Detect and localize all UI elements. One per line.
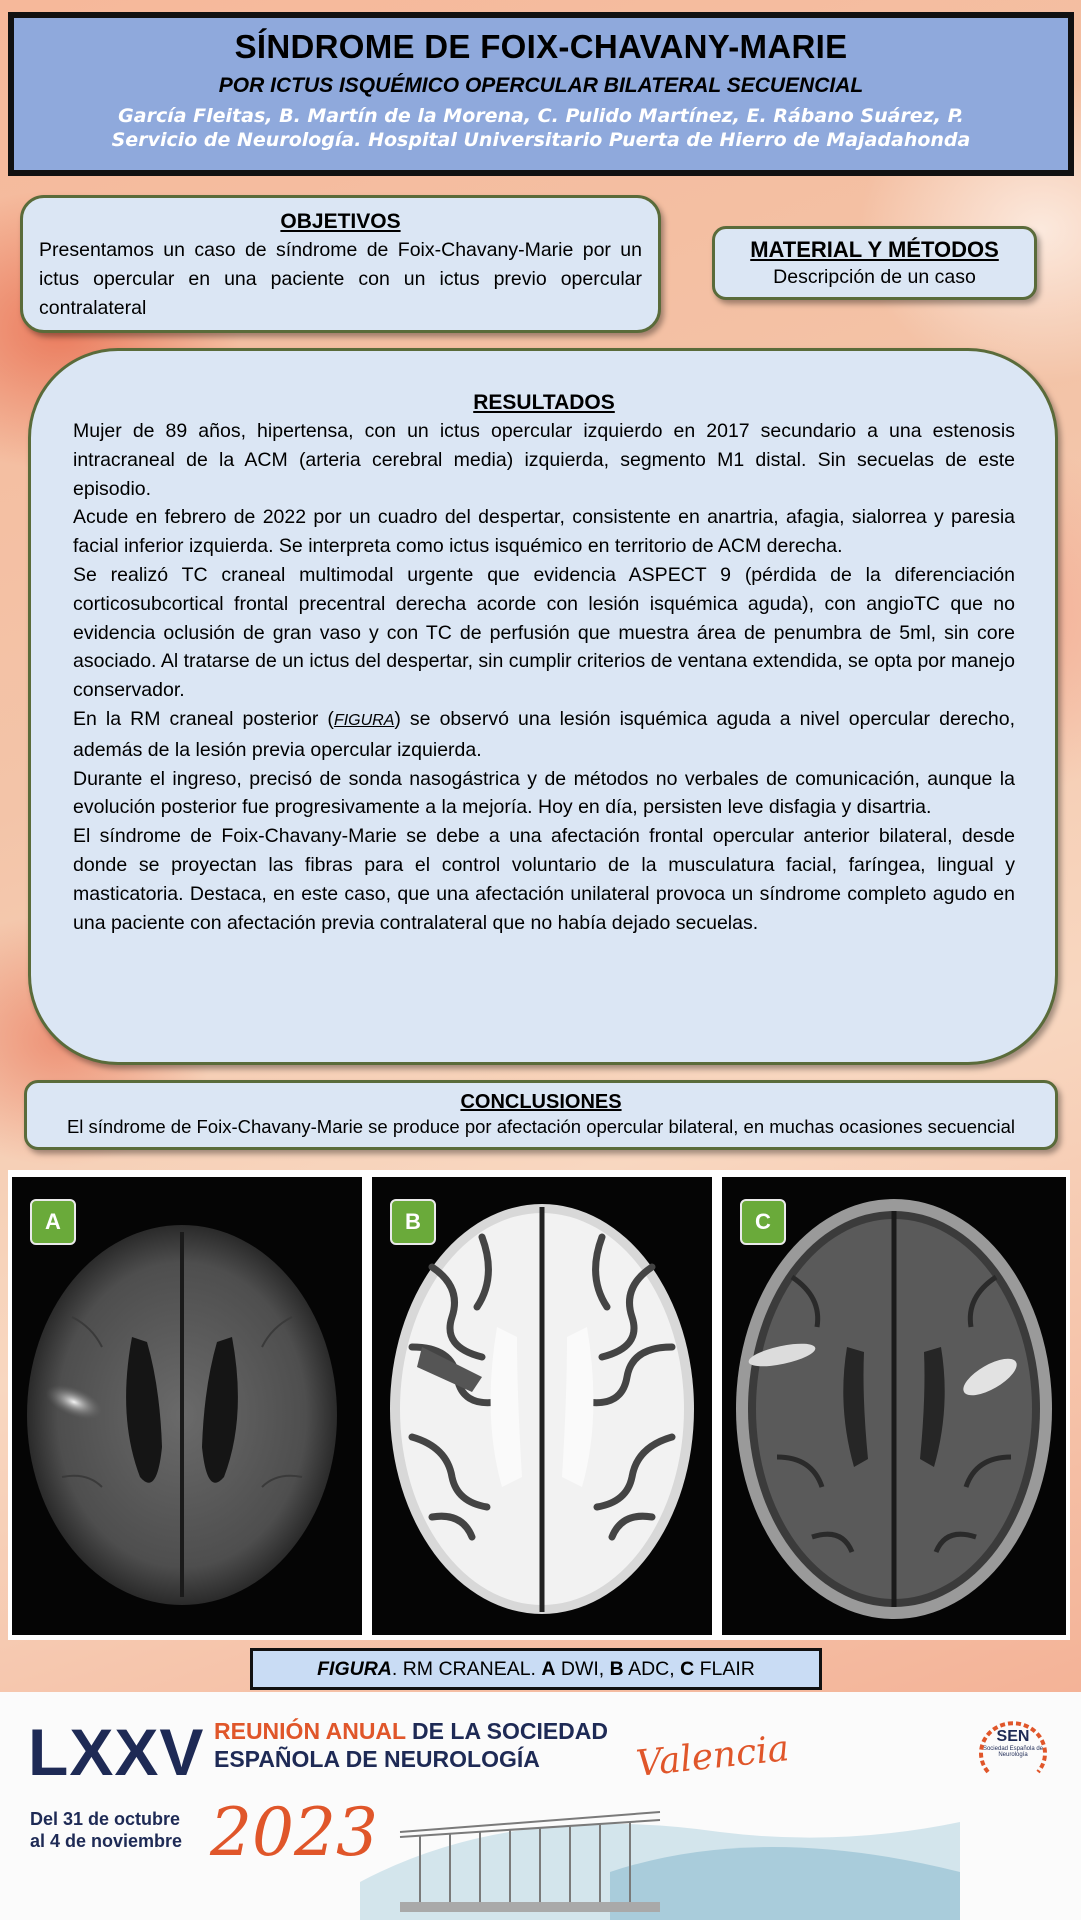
caption-b: B (609, 1658, 624, 1680)
label-c-badge: C (740, 1199, 786, 1245)
sen-logo (968, 1712, 1058, 1792)
figura-link[interactable]: FIGURA (333, 711, 395, 729)
resultados-paragraph-1: Mujer de 89 años, hipertensa, con un ictus opercular izquierdo en 2017 secundario a una estenosis intracraneal de la ACM (arteria cerebral media) izquierda, segmento M1 distal. Sin secuelas de este episodio. (73, 420, 1015, 500)
venue-illustration (360, 1762, 960, 1920)
institution-line: Servicio de Neurología. Hospital Universitario Puerta de Hierro de Majadahonda (111, 129, 971, 151)
congress-year: 2023 (210, 1794, 378, 1871)
p4-after: ) se observó una lesión isquémica aguda a nivel opercular derecho, además de la lesión previa opercular izquierda. (73, 707, 1015, 761)
resultados-title: RESULTADOS (473, 391, 615, 414)
dates-line-2: al 4 de noviembre (30, 1831, 183, 1851)
resultados-paragraph-2: Acude en febrero de 2022 por un cuadro del despertar, consistente en anartria, afagia, sialorrea y paresia facial inferior izquierda. Se interpreta como ictus isquémico en territorio de ACM derecha. (73, 506, 1015, 558)
caption-title: FIGURA (317, 1658, 392, 1680)
sen-logo-text: SEN (996, 1728, 1030, 1745)
resultados-paragraph-5: Durante el ingreso, precisó de sonda nasogástrica y de métodos no verbales de comunicación, aunque la evolución posterior fue progresivamente a la mejoría. Hoy en día, persisten leve disfagia y disartria. (73, 767, 1015, 819)
mri-figure-strip (8, 1170, 1070, 1640)
conclusiones-box (24, 1080, 1058, 1150)
mri-scan-c-flair (722, 1177, 1066, 1635)
dates-line-1: Del 31 de octubre (30, 1809, 181, 1829)
edition-numeral: LXXV (28, 1715, 205, 1789)
poster-subtitle: POR ICTUS ISQUÉMICO OPERCULAR BILATERAL SECUENCIAL (218, 74, 864, 97)
material-box (712, 226, 1037, 300)
poster-title: SÍNDROME DE FOIX-CHAVANY-MARIE (234, 28, 848, 65)
congress-footer (0, 1692, 1081, 1920)
objetivos-text: Presentamos un caso de síndrome de Foix-Chavany-Marie por un ictus opercular en una paciente con un ictus previo opercular contralateral (39, 239, 642, 319)
caption-c-text: FLAIR (694, 1658, 755, 1680)
poster-header (8, 12, 1074, 176)
label-a-badge: A (30, 1199, 76, 1245)
p4-before: En la RM craneal posterior ( (73, 707, 334, 730)
mri-scan-b-adc (372, 1177, 712, 1635)
conclusiones-title: CONCLUSIONES (460, 1091, 622, 1113)
authors-line: García Fleitas, B. Martín de la Morena, C. Pulido Martínez, E. Rábano Suárez, P. (118, 105, 964, 127)
congress-name-orange: REUNIÓN ANUAL (214, 1718, 406, 1744)
sen-logo-subtext: Sociedad Española de Neurología (982, 1746, 1044, 1758)
congress-dates (30, 1808, 182, 1852)
conclusiones-text: El síndrome de Foix-Chavany-Marie se produce por afectación opercular bilateral, en muchas ocasiones secuencial (66, 1116, 1016, 1137)
caption-prefix: . RM CRANEAL. (391, 1658, 542, 1680)
congress-name-line1 (214, 1718, 608, 1745)
figure-caption (250, 1648, 822, 1690)
objetivos-box (20, 195, 661, 333)
resultados-paragraph-3: Se realizó TC craneal multimodal urgente que evidencia ASPECT 9 (pérdida de la diferenciación corticosubcortical frontal precentral derecha acorde con lesión isquémica aguda), con angioTC que no evidencia oclusión de gran vaso y con TC de perfusión que muestra área de penumbra de 5ml, sin core asociado. Al tratarse de un ictus del despertar, sin cumplir criterios de ventana extendida, se opta por manejo conservador. (73, 563, 1015, 702)
caption-b-text: ADC, (623, 1658, 681, 1680)
congress-city: Valencia (634, 1728, 792, 1785)
objetivos-title: OBJETIVOS (280, 210, 401, 233)
resultados-paragraph-6: El síndrome de Foix-Chavany-Marie se debe a una afectación frontal opercular anterior bilateral, desde donde se proyectan las fibras para el control voluntario de la musculatura facial, faríngea, lingual y masticatoria. Destaca, en este caso, que una afectación unilateral provoca un síndrome completo agudo en una paciente con afectación previa contralateral que no había dejado secuelas. (73, 825, 1015, 934)
caption-a: A (541, 1658, 556, 1680)
congress-name-rest: DE LA SOCIEDAD (405, 1718, 608, 1744)
resultados-box (28, 348, 1058, 1065)
caption-a-text: DWI, (555, 1658, 610, 1680)
brain-adc-image (372, 1177, 712, 1635)
brain-flair-image (722, 1177, 1066, 1635)
mri-scan-a-dwi (12, 1177, 362, 1635)
sen-logo-ring-icon (968, 1712, 1058, 1792)
brain-dwi-image (12, 1177, 362, 1635)
material-text: Descripción de un caso (773, 266, 976, 288)
congress-name-line2: ESPAÑOLA DE NEUROLOGÍA (214, 1746, 540, 1772)
resultados-paragraph-4 (73, 705, 1015, 765)
label-b-badge: B (390, 1199, 436, 1245)
material-title: MATERIAL Y MÉTODOS (750, 237, 999, 262)
caption-c: C (680, 1658, 695, 1680)
